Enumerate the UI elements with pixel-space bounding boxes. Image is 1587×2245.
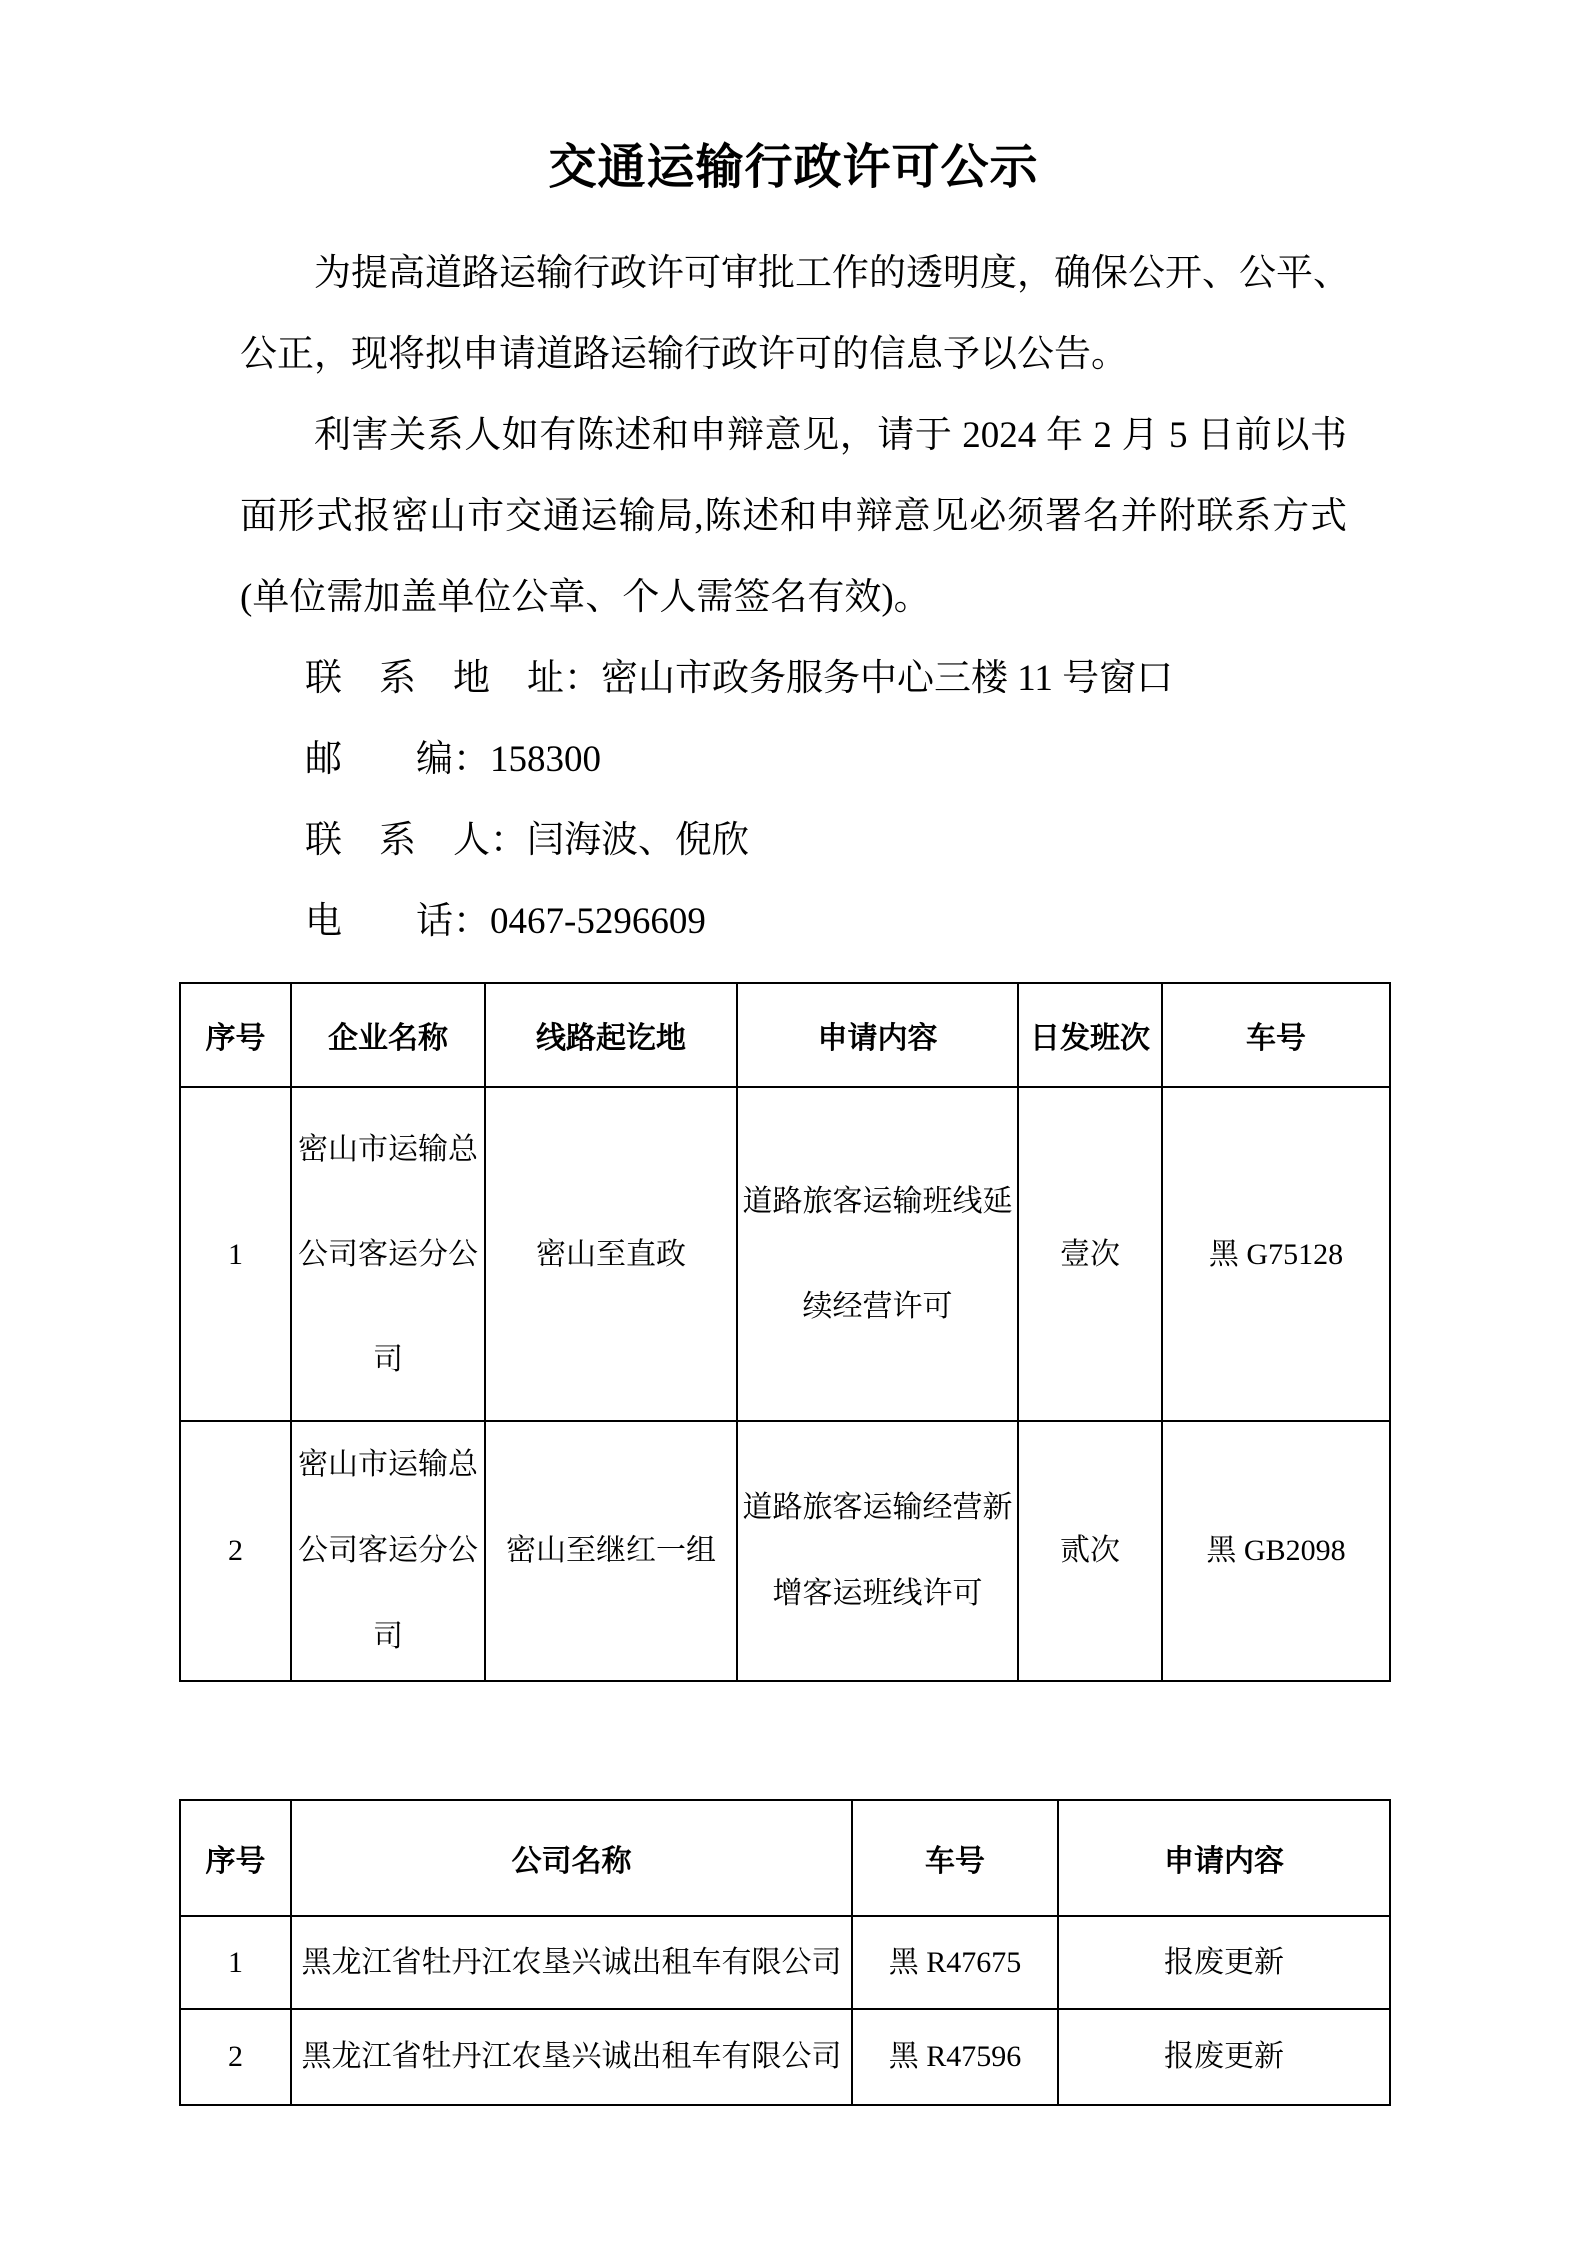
contact-postcode-line: 邮 编：158300: [305, 739, 601, 780]
cell-serial: 1: [180, 1087, 291, 1421]
column-header-plate: 车号: [1162, 983, 1390, 1087]
taxi-license-table: [179, 1799, 1391, 2106]
body-line-3: 利害关系人如有陈述和申辩意见，请于 2024 年 2 月 5 日前以书: [314, 415, 1347, 456]
cell-company: 密山市运输总公司客运分公司: [291, 1421, 485, 1681]
column-header-plate: 车号: [852, 1800, 1058, 1916]
column-header-serial: 序号: [180, 1800, 291, 1916]
table-row: [180, 2009, 1390, 2105]
cell-plate: 黑 GB2098: [1162, 1421, 1390, 1681]
contact-person-line: 联 系 人：闫海波、倪欣: [305, 820, 749, 861]
column-header-content: 申请内容: [737, 983, 1018, 1087]
column-header-route: 线路起讫地: [485, 983, 737, 1087]
cell-serial: 2: [180, 1421, 291, 1681]
cell-serial: 2: [180, 2009, 291, 2105]
cell-serial: 1: [180, 1916, 291, 2009]
document-title: 交通运输行政许可公示: [548, 141, 1039, 194]
cell-content: 报废更新: [1058, 1916, 1390, 2009]
cell-company: 黑龙江省牡丹江农垦兴诚出租车有限公司: [291, 2009, 852, 2105]
cell-plate: 黑 R47675: [852, 1916, 1058, 2009]
cell-plate: 黑 G75128: [1162, 1087, 1390, 1421]
table-header-row: [180, 1800, 1390, 1916]
cell-content: 道路旅客运输经营新增客运班线许可: [737, 1421, 1018, 1681]
body-line-5: (单位需加盖单位公章、个人需签名有效)。: [240, 577, 931, 618]
cell-company: 黑龙江省牡丹江农垦兴诚出租车有限公司: [291, 1916, 852, 2009]
cell-daily-trips: 贰次: [1018, 1421, 1162, 1681]
column-header-content: 申请内容: [1058, 1800, 1390, 1916]
column-header-serial: 序号: [180, 983, 291, 1087]
table-row: [180, 1916, 1390, 2009]
cell-content: 报废更新: [1058, 2009, 1390, 2105]
contact-phone-line: 电 话：0467-5296609: [305, 901, 706, 942]
table-row: [180, 1421, 1390, 1681]
table-header-row: [180, 983, 1390, 1087]
cell-company: 密山市运输总公司客运分公司: [291, 1087, 485, 1421]
cell-content: 道路旅客运输班线延续经营许可: [737, 1087, 1018, 1421]
cell-plate: 黑 R47596: [852, 2009, 1058, 2105]
table-row: [180, 1087, 1390, 1421]
cell-daily-trips: 壹次: [1018, 1087, 1162, 1421]
column-header-daily-trips: 日发班次: [1018, 983, 1162, 1087]
contact-address-line: 联 系 地 址：密山市政务服务中心三楼 11 号窗口: [305, 658, 1174, 699]
body-line-4: 面形式报密山市交通运输局,陈述和申辩意见必须署名并附联系方式: [240, 496, 1347, 537]
bus-route-license-table: [179, 982, 1391, 1682]
column-header-company: 公司名称: [291, 1800, 852, 1916]
cell-route: 密山至继红一组: [485, 1421, 737, 1681]
cell-route: 密山至直政: [485, 1087, 737, 1421]
body-line-1: 为提高道路运输行政许可审批工作的透明度，确保公开、公平、: [314, 253, 1350, 294]
body-line-2: 公正，现将拟申请道路运输行政许可的信息予以公告。: [240, 334, 1128, 375]
column-header-company: 企业名称: [291, 983, 485, 1087]
document-body: [240, 233, 1350, 962]
